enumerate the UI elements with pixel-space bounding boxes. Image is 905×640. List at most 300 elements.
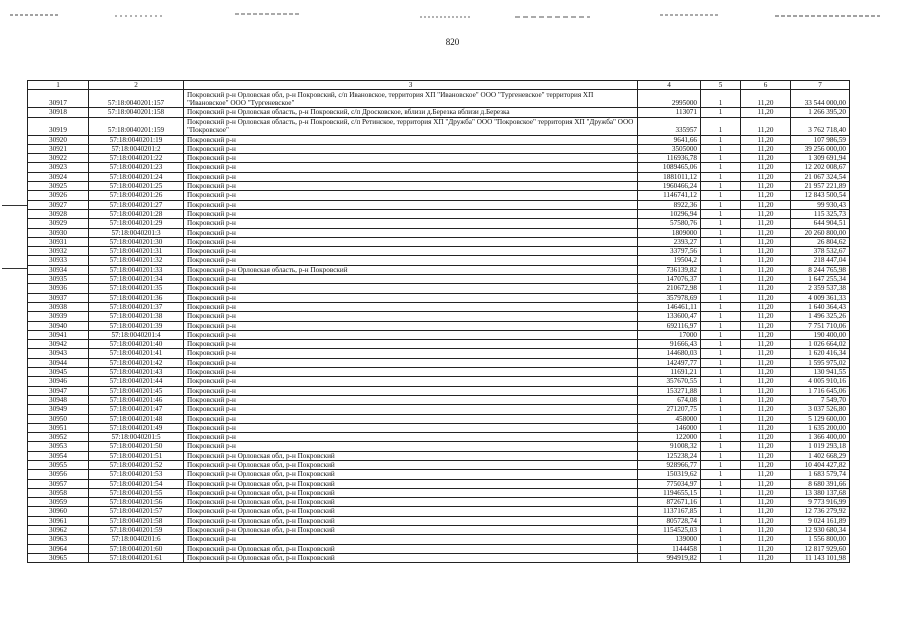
coefficient-cell: 1 <box>701 284 741 293</box>
location-cell: Покровский р-н <box>184 144 638 153</box>
coefficient-cell: 1 <box>701 182 741 191</box>
rate-cell: 11,20 <box>741 237 791 246</box>
area-cell: 1089465,06 <box>638 163 701 172</box>
location-cell: Покровский р-н <box>184 368 638 377</box>
cadastral-number: 57:18:0040201:58 <box>89 516 184 525</box>
cadastral-number: 57:18:0040201:40 <box>89 340 184 349</box>
rate-cell: 11,20 <box>741 386 791 395</box>
row-number: 30964 <box>28 544 89 553</box>
row-number: 30944 <box>28 358 89 367</box>
rate-cell: 11,20 <box>741 209 791 218</box>
row-number: 30939 <box>28 312 89 321</box>
coefficient-cell: 1 <box>701 247 741 256</box>
table-row <box>28 516 850 525</box>
value-cell: 11 143 101,98 <box>791 553 850 562</box>
cadastral-number: 57:18:0040201:158 <box>89 108 184 117</box>
location-cell: Покровский р-н <box>184 302 638 311</box>
row-number: 30957 <box>28 479 89 488</box>
rate-cell: 11,20 <box>741 284 791 293</box>
scan-marks <box>0 0 905 30</box>
table-row <box>28 349 850 358</box>
rate-cell: 11,20 <box>741 507 791 516</box>
table-row <box>28 237 850 246</box>
value-cell: 39 256 000,00 <box>791 144 850 153</box>
location-cell: Покровский р-н Орловская обл, р-н Покровский <box>184 544 638 553</box>
location-cell: Покровский р-н <box>184 405 638 414</box>
table-row <box>28 442 850 451</box>
table-row <box>28 405 850 414</box>
rate-cell: 11,20 <box>741 349 791 358</box>
table-row <box>28 470 850 479</box>
cadastral-number: 57:18:0040201:49 <box>89 423 184 432</box>
rate-cell: 11,20 <box>741 544 791 553</box>
area-cell: 775034,97 <box>638 479 701 488</box>
row-number: 30942 <box>28 340 89 349</box>
row-number: 30936 <box>28 284 89 293</box>
rate-cell: 11,20 <box>741 479 791 488</box>
coefficient-cell: 1 <box>701 349 741 358</box>
area-cell: 271207,75 <box>638 405 701 414</box>
rate-cell: 11,20 <box>741 256 791 265</box>
coefficient-cell: 1 <box>701 90 741 108</box>
rate-cell: 11,20 <box>741 108 791 117</box>
row-number: 30951 <box>28 423 89 432</box>
cadastral-number: 57:18:0040201:61 <box>89 553 184 562</box>
row-number: 30920 <box>28 135 89 144</box>
coefficient-cell: 1 <box>701 265 741 274</box>
table-row <box>28 451 850 460</box>
side-mark <box>2 205 28 206</box>
location-cell: Покровский р-н Орловская обл, р-н Покровский <box>184 516 638 525</box>
coefficient-cell: 1 <box>701 321 741 330</box>
area-cell: 147076,37 <box>638 275 701 284</box>
rate-cell: 11,20 <box>741 275 791 284</box>
cadastral-number: 57:18:0040201:22 <box>89 154 184 163</box>
cadastral-number: 57:18:0040201:39 <box>89 321 184 330</box>
value-cell: 1 647 255,34 <box>791 275 850 284</box>
area-cell: 1809000 <box>638 228 701 237</box>
table-row <box>28 535 850 544</box>
table-row <box>28 209 850 218</box>
coefficient-cell: 1 <box>701 172 741 181</box>
table-row <box>28 368 850 377</box>
cadastral-number: 57:18:0040201:34 <box>89 275 184 284</box>
column-header: 6 <box>741 81 791 90</box>
table-row <box>28 144 850 153</box>
cadastral-number: 57:18:0040201:31 <box>89 247 184 256</box>
coefficient-cell: 1 <box>701 108 741 117</box>
value-cell: 644 904,51 <box>791 219 850 228</box>
rate-cell: 11,20 <box>741 358 791 367</box>
value-cell: 12 930 680,34 <box>791 526 850 535</box>
location-cell: Покровский р-н <box>184 256 638 265</box>
table-row <box>28 321 850 330</box>
coefficient-cell: 1 <box>701 516 741 525</box>
area-cell: 458000 <box>638 414 701 423</box>
area-cell: 805728,74 <box>638 516 701 525</box>
row-number: 30922 <box>28 154 89 163</box>
rate-cell: 11,20 <box>741 405 791 414</box>
rate-cell: 11,20 <box>741 488 791 497</box>
coefficient-cell: 1 <box>701 414 741 423</box>
cadastral-number: 57:18:0040201:33 <box>89 265 184 274</box>
coefficient-cell: 1 <box>701 386 741 395</box>
location-cell: Покровский р-н <box>184 135 638 144</box>
value-cell: 1 366 400,00 <box>791 433 850 442</box>
coefficient-cell: 1 <box>701 293 741 302</box>
table-row <box>28 330 850 339</box>
area-cell: 19504,2 <box>638 256 701 265</box>
coefficient-cell: 1 <box>701 358 741 367</box>
row-number: 30960 <box>28 507 89 516</box>
area-cell: 146000 <box>638 423 701 432</box>
location-cell: Покровский р-н <box>184 237 638 246</box>
table-row <box>28 182 850 191</box>
coefficient-cell: 1 <box>701 479 741 488</box>
location-cell: Покровский р-н <box>184 200 638 209</box>
cadastral-number: 57:18:0040201:38 <box>89 312 184 321</box>
page-number: 820 <box>445 37 460 47</box>
location-cell: Покровский р-н <box>184 154 638 163</box>
value-cell: 3 037 526,80 <box>791 405 850 414</box>
location-cell: Покровский р-н <box>184 209 638 218</box>
area-cell: 3505000 <box>638 144 701 153</box>
value-cell: 12 736 279,92 <box>791 507 850 516</box>
coefficient-cell: 1 <box>701 312 741 321</box>
table-row <box>28 219 850 228</box>
row-number: 30947 <box>28 386 89 395</box>
area-cell: 2393,27 <box>638 237 701 246</box>
rate-cell: 11,20 <box>741 293 791 302</box>
value-cell: 1 309 691,94 <box>791 154 850 163</box>
table-row <box>28 256 850 265</box>
coefficient-cell: 1 <box>701 163 741 172</box>
rate-cell: 11,20 <box>741 172 791 181</box>
table-row <box>28 90 850 108</box>
cadastral-number: 57:18:0040201:57 <box>89 507 184 516</box>
value-cell: 8 680 391,66 <box>791 479 850 488</box>
area-cell: 2995000 <box>638 90 701 108</box>
location-cell: Покровский р-н <box>184 321 638 330</box>
cadastral-number: 57:18:0040201:35 <box>89 284 184 293</box>
cadastral-number: 57:18:0040201:46 <box>89 395 184 404</box>
value-cell: 1 683 579,74 <box>791 470 850 479</box>
cadastral-number: 57:18:0040201:37 <box>89 302 184 311</box>
location-cell: Покровский р-н <box>184 535 638 544</box>
row-number: 30919 <box>28 117 89 135</box>
coefficient-cell: 1 <box>701 340 741 349</box>
rate-cell: 11,20 <box>741 377 791 386</box>
cadastral-number: 57:18:0040201:27 <box>89 200 184 209</box>
table-row <box>28 247 850 256</box>
cadastral-number: 57:18:0040201:6 <box>89 535 184 544</box>
cadastral-number: 57:18:0040201:159 <box>89 117 184 135</box>
value-cell: 4 005 910,16 <box>791 377 850 386</box>
rate-cell: 11,20 <box>741 553 791 562</box>
row-number: 30921 <box>28 144 89 153</box>
area-cell: 91666,43 <box>638 340 701 349</box>
table-row <box>28 312 850 321</box>
coefficient-cell: 1 <box>701 135 741 144</box>
rate-cell: 11,20 <box>741 498 791 507</box>
row-number: 30954 <box>28 451 89 460</box>
row-number: 30928 <box>28 209 89 218</box>
value-cell: 3 762 718,40 <box>791 117 850 135</box>
table-row <box>28 479 850 488</box>
area-cell: 335957 <box>638 117 701 135</box>
location-cell: Покровский р-н <box>184 182 638 191</box>
cadastral-number: 57:18:0040201:28 <box>89 209 184 218</box>
value-cell: 12 202 008,67 <box>791 163 850 172</box>
area-cell: 1137167,85 <box>638 507 701 516</box>
rate-cell: 11,20 <box>741 117 791 135</box>
cadastral-number: 57:18:0040201:19 <box>89 135 184 144</box>
location-cell: Покровский р-н <box>184 247 638 256</box>
cadastral-number: 57:18:0040201:36 <box>89 293 184 302</box>
location-cell: Покровский р-н <box>184 423 638 432</box>
cadastral-number: 57:18:0040201:26 <box>89 191 184 200</box>
value-cell: 1 595 975,02 <box>791 358 850 367</box>
rate-cell: 11,20 <box>741 154 791 163</box>
row-number: 30929 <box>28 219 89 228</box>
rate-cell: 11,20 <box>741 200 791 209</box>
value-cell: 26 804,62 <box>791 237 850 246</box>
cadastral-number: 57:18:0040201:52 <box>89 460 184 469</box>
table-row <box>28 108 850 117</box>
rate-cell: 11,20 <box>741 135 791 144</box>
table-row <box>28 395 850 404</box>
coefficient-cell: 1 <box>701 237 741 246</box>
value-cell: 1 556 800,00 <box>791 535 850 544</box>
row-number: 30917 <box>28 90 89 108</box>
registry-table <box>27 80 850 563</box>
location-cell: Покровский р-н Орловская область, р-н Покровский <box>184 265 638 274</box>
area-cell: 113071 <box>638 108 701 117</box>
row-number: 30946 <box>28 377 89 386</box>
rate-cell: 11,20 <box>741 330 791 339</box>
rate-cell: 11,20 <box>741 460 791 469</box>
cadastral-number: 57:18:0040201:3 <box>89 228 184 237</box>
row-number: 30932 <box>28 247 89 256</box>
coefficient-cell: 1 <box>701 228 741 237</box>
value-cell: 1 266 395,20 <box>791 108 850 117</box>
location-cell: Покровский р-н <box>184 163 638 172</box>
value-cell: 378 532,67 <box>791 247 850 256</box>
table-row <box>28 228 850 237</box>
cadastral-number: 57:18:0040201:25 <box>89 182 184 191</box>
location-cell: Покровский р-н <box>184 219 638 228</box>
cadastral-number: 57:18:0040201:53 <box>89 470 184 479</box>
location-cell: Покровский р-н <box>184 330 638 339</box>
table-row <box>28 507 850 516</box>
table-row <box>28 154 850 163</box>
rate-cell: 11,20 <box>741 191 791 200</box>
area-cell: 133600,47 <box>638 312 701 321</box>
area-cell: 210672,98 <box>638 284 701 293</box>
table-row <box>28 553 850 562</box>
value-cell: 115 325,73 <box>791 209 850 218</box>
table-row <box>28 265 850 274</box>
area-cell: 91008,32 <box>638 442 701 451</box>
value-cell: 21 067 324,54 <box>791 172 850 181</box>
coefficient-cell: 1 <box>701 498 741 507</box>
area-cell: 1144458 <box>638 544 701 553</box>
area-cell: 9641,66 <box>638 135 701 144</box>
coefficient-cell: 1 <box>701 275 741 284</box>
coefficient-cell: 1 <box>701 154 741 163</box>
table-row <box>28 488 850 497</box>
location-cell: Покровский р-н <box>184 386 638 395</box>
area-cell: 674,08 <box>638 395 701 404</box>
table-row <box>28 117 850 135</box>
cadastral-number: 57:18:0040201:47 <box>89 405 184 414</box>
cadastral-number: 57:18:0040201:55 <box>89 488 184 497</box>
table-row <box>28 302 850 311</box>
rate-cell: 11,20 <box>741 368 791 377</box>
row-number: 30953 <box>28 442 89 451</box>
rate-cell: 11,20 <box>741 535 791 544</box>
row-number: 30965 <box>28 553 89 562</box>
value-cell: 218 447,04 <box>791 256 850 265</box>
value-cell: 130 941,55 <box>791 368 850 377</box>
cadastral-number: 57:18:0040201:4 <box>89 330 184 339</box>
row-number: 30961 <box>28 516 89 525</box>
location-cell: Покровский р-н <box>184 358 638 367</box>
value-cell: 13 380 137,68 <box>791 488 850 497</box>
table-row <box>28 340 850 349</box>
area-cell: 1881011,12 <box>638 172 701 181</box>
location-cell: Покровский р-н <box>184 191 638 200</box>
rate-cell: 11,20 <box>741 228 791 237</box>
table-row <box>28 544 850 553</box>
location-cell: Покровский р-н <box>184 275 638 284</box>
value-cell: 1 026 664,02 <box>791 340 850 349</box>
location-cell: Покровский р-н Орловская обл, р-н Покровский <box>184 526 638 535</box>
row-number: 30935 <box>28 275 89 284</box>
rate-cell: 11,20 <box>741 442 791 451</box>
area-cell: 122000 <box>638 433 701 442</box>
row-number: 30937 <box>28 293 89 302</box>
area-cell: 1154525,03 <box>638 526 701 535</box>
table-row <box>28 498 850 507</box>
area-cell: 11691,21 <box>638 368 701 377</box>
value-cell: 1 640 364,43 <box>791 302 850 311</box>
value-cell: 107 986,59 <box>791 135 850 144</box>
rate-cell: 11,20 <box>741 526 791 535</box>
location-cell: Покровский р-н Орловская область, р-н Покровский, с/п Дросковское, вблизи д.Березка вблизи д.Березка <box>184 108 638 117</box>
area-cell: 357670,55 <box>638 377 701 386</box>
coefficient-cell: 1 <box>701 442 741 451</box>
coefficient-cell: 1 <box>701 200 741 209</box>
rate-cell: 11,20 <box>741 163 791 172</box>
area-cell: 736139,82 <box>638 265 701 274</box>
coefficient-cell: 1 <box>701 395 741 404</box>
row-number: 30956 <box>28 470 89 479</box>
area-cell: 872671,16 <box>638 498 701 507</box>
rate-cell: 11,20 <box>741 247 791 256</box>
location-cell: Покровский р-н <box>184 312 638 321</box>
row-number: 30933 <box>28 256 89 265</box>
value-cell: 1 635 200,00 <box>791 423 850 432</box>
area-cell: 8922,36 <box>638 200 701 209</box>
table-row <box>28 433 850 442</box>
cadastral-number: 57:18:0040201:50 <box>89 442 184 451</box>
cadastral-number: 57:18:0040201:5 <box>89 433 184 442</box>
row-number: 30959 <box>28 498 89 507</box>
table-row <box>28 200 850 209</box>
location-cell: Покровский р-н Орловская обл, р-н Покровский <box>184 479 638 488</box>
area-cell: 144680,03 <box>638 349 701 358</box>
location-cell: Покровский р-н <box>184 433 638 442</box>
column-header: 7 <box>791 81 850 90</box>
row-number: 30930 <box>28 228 89 237</box>
table-row <box>28 284 850 293</box>
location-cell: Покровский р-н <box>184 172 638 181</box>
cadastral-number: 57:18:0040201:51 <box>89 451 184 460</box>
coefficient-cell: 1 <box>701 377 741 386</box>
location-cell: Покровский р-н <box>184 228 638 237</box>
cadastral-number: 57:18:0040201:24 <box>89 172 184 181</box>
table-row <box>28 358 850 367</box>
row-number: 30940 <box>28 321 89 330</box>
table-row <box>28 526 850 535</box>
row-number: 30955 <box>28 460 89 469</box>
location-cell: Покровский р-н <box>184 349 638 358</box>
value-cell: 12 817 929,60 <box>791 544 850 553</box>
area-cell: 692116,97 <box>638 321 701 330</box>
table-row <box>28 423 850 432</box>
area-cell: 33797,56 <box>638 247 701 256</box>
coefficient-cell: 1 <box>701 256 741 265</box>
coefficient-cell: 1 <box>701 117 741 135</box>
location-cell: Покровский р-н <box>184 377 638 386</box>
cadastral-number: 57:18:0040201:60 <box>89 544 184 553</box>
area-cell: 57580,76 <box>638 219 701 228</box>
cadastral-number: 57:18:0040201:2 <box>89 144 184 153</box>
coefficient-cell: 1 <box>701 460 741 469</box>
value-cell: 7 549,70 <box>791 395 850 404</box>
rate-cell: 11,20 <box>741 312 791 321</box>
location-cell: Покровский р-н <box>184 293 638 302</box>
area-cell: 146461,11 <box>638 302 701 311</box>
area-cell: 1146741,12 <box>638 191 701 200</box>
location-cell: Покровский р-н Орловская обл, р-н Покровский <box>184 488 638 497</box>
coefficient-cell: 1 <box>701 470 741 479</box>
coefficient-cell: 1 <box>701 219 741 228</box>
location-cell: Покровский р-н <box>184 284 638 293</box>
area-cell: 142497,77 <box>638 358 701 367</box>
row-number: 30924 <box>28 172 89 181</box>
cadastral-number: 57:18:0040201:56 <box>89 498 184 507</box>
area-cell: 116936,78 <box>638 154 701 163</box>
location-cell: Покровский р-н <box>184 442 638 451</box>
table-row <box>28 275 850 284</box>
row-number: 30918 <box>28 108 89 117</box>
cadastral-number: 57:18:0040201:23 <box>89 163 184 172</box>
cadastral-number: 57:18:0040201:42 <box>89 358 184 367</box>
cadastral-number: 57:18:0040201:157 <box>89 90 184 108</box>
cadastral-number: 57:18:0040201:59 <box>89 526 184 535</box>
table-row <box>28 460 850 469</box>
row-number: 30941 <box>28 330 89 339</box>
header-row <box>28 81 850 90</box>
area-cell: 150319,62 <box>638 470 701 479</box>
coefficient-cell: 1 <box>701 405 741 414</box>
row-number: 30934 <box>28 265 89 274</box>
value-cell: 33 544 000,00 <box>791 90 850 108</box>
area-cell: 994919,82 <box>638 553 701 562</box>
column-header: 1 <box>28 81 89 90</box>
